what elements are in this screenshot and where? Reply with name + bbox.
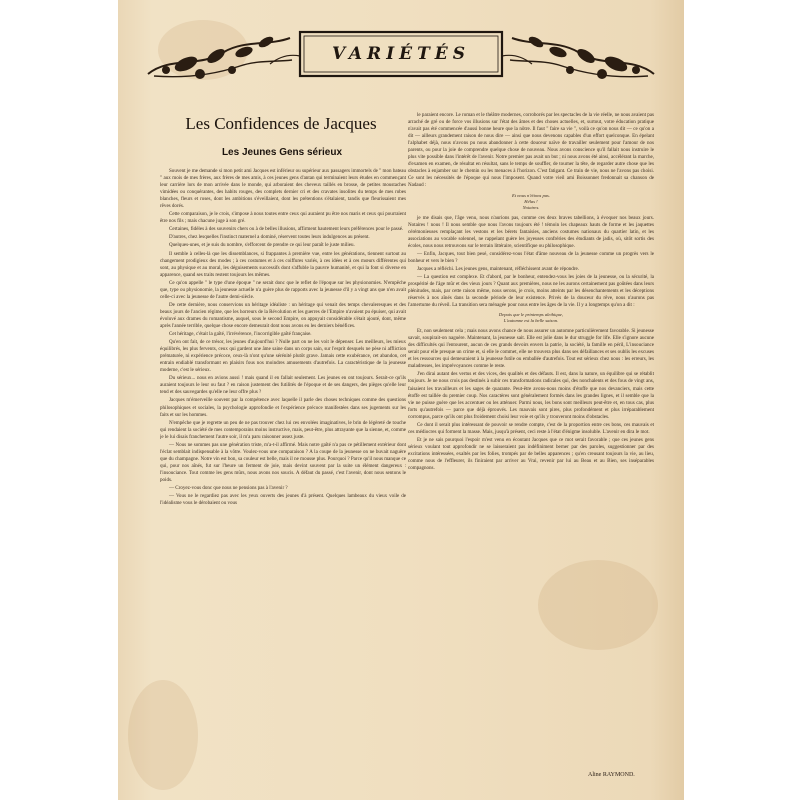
paragraph: — Vous ne le regardiez pas avec les yeux ouverts des jeunes d'à présent. Quelques lambeaux du vieux voile de l'idéalisme vous le dérobaient ou vous — [160, 493, 406, 507]
verse-line: L'automne est la belle saison. — [503, 318, 559, 324]
paragraph: J'en dirai autant des vertus et des vices, des qualités et des défauts. Il est, dans la nature, un équilibre qui se rétablit toujours. Je ne nous crois pas destinés à subir ces transformations radicales qui, des nonchalents et des fous de vingt ans, faisaient les travailleurs et les sages de quarante. Peut-être avons-nous moins d'étoffe que nos devanciers, mais cette étoffe est taillée du premier coup. Nos caractères sont généralement formés dans les grandes lignes, et il semble que la vie ne puisse guère que les accentuer ou les atténuer. Parmi nous, les bons sont meilleurs peut-être et, en tous cas, plus forts qu'autrefois — parce que déjà éprouvés. Les mauvais sont pires, plus profondément et plus irréparablement corrompus, parce qu'ils ont plus froidement choisi leur voie et qu'ils y trouveront moins d'obstacles. — [408, 371, 654, 420]
paragraph: Certaines, fidèles à des souvenirs chers ou à de belles illusions, affirment hautement leurs préférences pour le passé. — [169, 226, 404, 233]
author-signature: Aline RAYMOND. — [588, 772, 635, 778]
paragraph: — Enfin, Jacques, tout bien pesé, considérez-vous l'état d'âme nouveau de la jeunesse comme un progrès vers le bonheur et vers le bien ? — [408, 250, 654, 264]
verse-line: Hélas ! — [524, 198, 538, 204]
paragraph: je me disais que, l'âge venu, nous n'aurions pas, comme ces deux braves tabellions, à évoquer nos beaux jours. Notaires ! nous ! Il nous semble que nous l'avons toujours été ! témoin les chapeaux hauts de forme et les jaquettes cérémonieuses remplaçant les vestons et les bérets fantaisies, anciens costumes nationaux du quartier latin, et les associations au vocable solennel, ne rappelant guère les joyeuses confréries des étudiants de jadis, où, sitôt sortis des écoles, nous nous retrouvons sur le terrain littéraire, scientifique ou philosophique. — [408, 214, 654, 249]
paragraph: Quelques-unes, et je suis du nombre, s'efforcent de prendre ce qui leur paraît le juste milieu. — [169, 242, 355, 249]
paragraph: — Croyez-vous donc que nous ne pensions pas à l'avenir ? — [169, 485, 288, 492]
paragraph: le paraient encore. Le roman et le théâtre modernes, corroborés par les spectacles de la vie réelle, ne nous avaient pas arraché de gré ou de force vos illusions sur l'état des âmes et des choses actuelles, et, surtout, votre éducation pratique n'avait pas été commencée d'aussi bonne heure que la nôtre. Il faut " faire sa vie ", voilà ce qu'on nous dit — ce qu'on a dit — ailleurs grandement raison de nous dire — ainsi que nous devenons capables d'un effort quelconque. En épelant l'alphabet déjà, nous n'avons pu nous abandonner à cette douceur naïve de travailler seulement pour l'amour de nos parents, ou pour la joie de comprendre quelque chose de nouveau. Nous avons conscience qu'il fallait nous instruire le plus vite possible dans l'intérêt de l'avenir. Notre premier pas avait un but ; ni nous avons été ainsi, accélérant la marche, d'examen en examen, de résultat en résultat, sans le temps de souffler, de tourner la tête, de regarder autre chose que les obstacles à enjamber sur le chemin ou les menaces à l'horizon. C'est fatigant. Ce train de vie, nous ne l'avons pas choisi. Ce sont les nécessités de l'époque qui nous l'imposent. Quand votre vieil ami Boissonnet fredonnait sa chanson de Nadaud : — [408, 112, 654, 189]
paragraph: De cette dernière, nous conservions un héritage idéaliste : un héritage qui venait des temps chevaleresques et des beaux jours de l'ancien régime, que les horreurs de la Révolution et les guerres de l'Empire n'avaient pu épuiser, qui avait évoluvé aux drames du romantisme, auquel, sous le second Empire, on appuyait considérable s'était ajouté, dont, même après l'année terrible, quelque chose encore demeurait dont nous avons eu les derniers bénéfices. — [160, 301, 406, 329]
section-header-banner — [140, 16, 662, 90]
paragraph: D'autres, chez lesquelles l'instinct maternel a dominé, réservent toutes leurs indulgences au présent. — [169, 234, 370, 241]
paragraph: Souvent je me demande si mon petit ami Jacques est inférieur ou supérieur aux passagers immortels de " mon bateau " aux mois de mes frères, aux frères de mes amis, à ces jeunes gens d'antan qui terminaient leurs études en commençant leur carrière lors de mon arrivée dans le monde, qui arboraient des cheveux taillés en brosse, de petites moustaches vimidées ou conquérantes, des habits rouges, des complets dernier cri et des cravates insolites du temps de mes robes blanches, fleurs et roses, dont les ambitions s'éveillaient, dont les prétentions s'étalaient, tandis que fleurissaient mes rêves dorés. — [160, 168, 406, 210]
paragraph: Et je ne sais pourquoi l'espoir m'est venu en écoutant Jacques que ce mot serait favorable ; que ces jeunes gens sérieux voulant tout approfondir ne se laisseraient pas indéfiniment berner par des paroles, suggestionner par des excitations intéressées, exaltés par les folies, trompés par de belles apparences ; qu'en creusant toujours la vie, au lieu, comme nous de l'effleurer, ils finiraient par arriver au Vrai, revenir par lui au Beau et au Bien, ses inséparables compagnons. — [408, 436, 654, 472]
paragraph: Cet héritage, c'était la gaîté, l'irrévérence, l'incorrigible gaîté française. — [169, 331, 312, 338]
verse-quote — [408, 312, 654, 324]
paragraph: Qu'en ont fait, de ce trésor, les jeunes d'aujourd'hui ? Nulle part on ne les voit le dépenser. Les meilleurs, les mieux équilibrés, les plus fervents, ceux qui gardent une âme saine dans un corps sain, sur l'esprit desquels ne pèse ni affliction prématurée, ni expérience précoce, ceux-là n'ont qu'une sérénité plutôt grave. Jamais cette exubérance, cet abandon, cet entrain endiablé transformant en plaisirs fous nos moindres amusements d'autrefois. La caractéristique de la jeunesse moderne, c'est le sérieux. — [160, 339, 406, 374]
verse-line: Notaires. — [522, 204, 540, 210]
paragraph: Ce qu'on appelle " le type d'une époque " ne serait donc que le reflet de l'époque sur les physionomies. N'empêche que, type ou physionomie, la jeunesse actuelle n'a guère plus de rapports avec la jeunesse d'il y a vingt ans que n'en avait celle-ci avec la jeunesse de l'autre demi-siècle. — [160, 279, 406, 300]
verse-quote — [408, 193, 654, 211]
paragraph: Jacques a réfléchi. Les jeunes gens, maintenant, réfléchissent avant de répondre. — [417, 265, 579, 272]
right-column — [408, 112, 654, 772]
paragraph: — La question est complexe. Et d'abord, par le bonheur, entendez-vous les joies de la jeunesse, ou la sécurité, la prospérité de l'âge mûr et des vieux jours ? Quant aux premières, nous ne les aurons certainement pas goûtées dans leurs plénitudes, mais, par cette raison même, nous serons, je crois, moins atteints par les désenchantements et les déceptions réservés à nos aînés dans la seconde période de leur existence. Privés de la douceur du rêve, nous n'aurons pas l'amertume du réveil. La transition sera ménagée pour nous entre les âges de la vie. Il y a longtemps qu'on a dit : — [408, 273, 654, 309]
article-title: Les Confidences de Jacques — [185, 114, 377, 133]
paragraph: — Nous ne sommes pas une génération triste, m'a-t-il affirmé. Mais notre gaîté n'a pas ce pétillement extérieur dont l'éclat semblait indispensable à la vôtre. Voulez-vous une comparaison ? A la coupe de la jeunesse on ne buvait naguère que du champagne. Notre vin est bon, sa couleur est belle, mais il ne mousse plus. Pourquoi ? Parce qu'il nous manque ce qui, pour nos aînés, fut sur l'heure un ferment de joie, mais devint souvent par la suite un élément dangereux : l'insouciance. Tout comme les gens mûrs, nous avons nos soucis. A défaut du passé, c'est l'avenir, dont nous sentons le poids. — [160, 441, 406, 483]
paragraph: Et, non seulement cela ; mais nous avons chance de nous assurer un automne particulièrement favorable. Si jeunesse savait, soupirait-on naguère. Maintenant, la jeunesse sait. Elle est jolie dans le dur struggle for life. Elle s'ignore aucune des difficultés qui l'entourent, aucun de ces grands devoirs envers la patrie, la société, la famille en péril, L'insouciance serait pour elle presque un crime et, si elle le commet, elle ne trouvera plus dans ses défaillances et ses oublis les excuses et les ressources qui demeuraient à la jeunesse futile ou emballée d'autrefois. Tout est sérieux chez nous : les erreurs, les maladresses, les imprévoyances comme le reste. — [408, 328, 654, 370]
article-subtitle: Les Jeunes Gens sérieux — [221, 147, 343, 158]
paragraph: Il semble à celles-là que les dissemblances, si frappantes à première vue, entre les générations, tiennent surtout au changement prodigieux des modes ; à ces costumes et à ces coiffures variés, à ces idées et à ces mœurs différentes qui sont, au physique et au moral, les déguisements successifs dont s'affuble la pauvre humanité, et qui la font si diverse en apparence, quand ses traits restent toujours les mêmes. — [160, 250, 406, 278]
paragraph: Ce dont il serait plus intéressant de pouvoir se rendre compte, c'est de la proportion entre ces bons, ces mauvais et ces médiocres qui forment la masse. Mais, jusqu'à présent, ceci reste à l'état d'énigme insoluble. L'avenir en dira le mot. — [408, 421, 654, 435]
verse-line: Depuis que le printemps alethique, — [498, 312, 564, 318]
paragraph: Jacques m'émerveille souvent par la compétence avec laquelle il parle des choses techniques comme des questions philosophiques et sociales, la psychologie approfondie et l'expérience précoce manifestées dans ses jugements sur les faits et sur les hommes. — [160, 397, 406, 418]
verse-line: Et nous n'étions pas. — [512, 192, 550, 198]
paragraph: N'empêche que je regrette un peu de ne pas trouver chez lui ces envolées imaginatives, le brin de légèreté de touche qui rendaient la société de mes contemporains moins instructive, mais, peut-être, plus attrayante que la sienne, et, comme je le lui disais franchement l'autre soir, il m'a paru raisonner assez juste. — [160, 419, 406, 440]
newspaper-page — [118, 0, 684, 800]
paragraph: Cette comparaison, je le crois, s'impose à nous toutes entre ceux qui auraient pu être nos maris et ceux qui pourraient être nos fils ; mais chacune juge à son gré. — [160, 211, 406, 225]
left-column — [160, 168, 406, 788]
section-title: VARIÉTÉS — [332, 44, 470, 64]
paragraph: Du sérieux... nous en avions aussi ! mais quand il en fallait seulement. Les jeunes en ont toujours. Serait-ce qu'ils auraient toujours le leur ou faut ? en raison justement des futilités de l'époque et de ses dangers, des pièges qu'elle leur tend et des sauvegardes qu'elle ne leur offre plus ? — [160, 375, 406, 396]
